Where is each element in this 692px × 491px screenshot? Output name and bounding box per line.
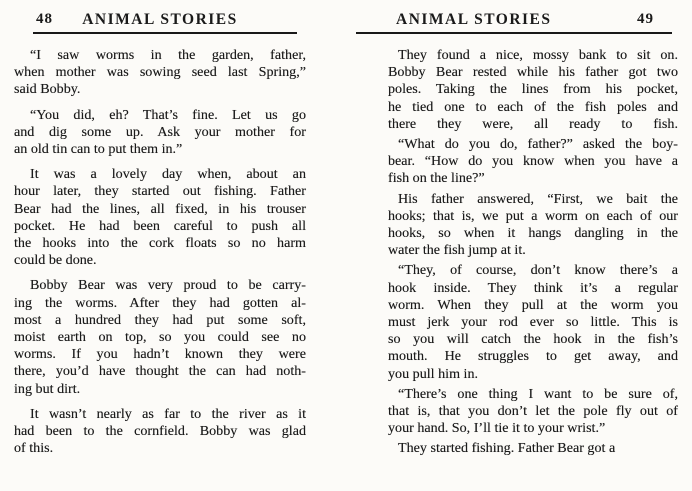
paragraph [388,47,678,133]
page-number-right: 49 [637,11,654,27]
text-line: water the fish jump at it. [388,242,526,259]
text-line: Bear had the lines, all fixed, in his trouser [14,200,306,217]
text-line: the hooks into the cork floats so no harm [14,235,306,252]
paragraph [14,107,306,159]
paragraph [388,191,678,260]
paragraph [14,166,306,269]
text-line: hooks; that is, we put a worm on each of our [388,207,678,224]
page-left [14,10,306,481]
text-line: had been to the cornfield. Bobby was glad [14,423,306,440]
text-line: most a hundred they had put some soft, [14,311,306,328]
text-line: “You did, eh? That’s fine. Let us go [30,106,306,123]
text-line: and dig some up. Ask your mother for [14,123,306,140]
text-line: pocket. He had been careful to push all [14,217,306,234]
text-line: They found a nice, mossy bank to sit on. [398,47,678,63]
text-line: “There’s one thing I want to be sure of, [398,385,678,402]
header-rule-right [356,32,672,34]
text-line: mouth. He struggles to get away, and [388,348,678,365]
text-line: worm. When they pull at the worm you [388,296,678,313]
text-line: you pull him in. [388,365,479,382]
text-line: he tied one to each of the fish poles and [388,98,678,115]
text-line: ing the worms. After they had gotten al- [14,294,306,311]
text-line: that is, that you don’t let the pole fly out of [388,403,678,420]
text-line: It wasn’t nearly as far to the river as it [30,405,306,422]
paragraph [14,406,306,458]
text-line: moist earth on top, so you could see no [14,329,306,346]
text-line: His father answered, “First, we bait the [398,190,678,207]
page-body-left [14,47,306,457]
text-line: Bobby Bear rested while his father got two [388,64,678,81]
running-title-right: ANIMAL STORIES [396,11,552,28]
text-line: poles. Taking the lines from his pocket, [388,81,678,98]
text-line: bear. “How do you know when you have a [388,153,678,170]
text-line: They started fishing. Father Bear got a [398,440,616,457]
text-line: “They, of course, don’t know there’s a [398,262,678,279]
text-line: hooks, so when it hangs dangling in the [388,225,678,242]
paragraph [388,440,678,457]
text-line: there, you’d have thought the can had noth- [14,363,306,380]
header-rule-left [33,32,297,34]
paragraph [388,386,678,438]
text-line: said Bobby. [14,81,81,98]
text-line: fish on the line?” [388,170,485,187]
text-line: your hand. So, I’ll tie it to your wrist.” [388,420,606,437]
text-line: an old tin can to put them in.” [14,141,183,158]
page-right [388,10,678,481]
text-line: must jerk your rod ever so little. This is [388,314,678,331]
text-line: “I saw worms in the garden, father, [30,47,306,63]
page-body-right [388,47,678,458]
text-line: when mother was sowing seed last Spring,” [14,64,306,81]
text-line: ing but dirt. [14,380,81,397]
text-line: could be done. [14,252,97,269]
text-line: hook inside. They think it’s a regular [388,279,678,296]
paragraph [14,277,306,397]
text-line: of this. [14,440,54,457]
running-title-left: ANIMAL STORIES [82,11,238,28]
page-number-left: 48 [36,11,53,27]
paragraph [388,136,678,188]
paragraph [14,47,306,99]
text-line: hour later, they started out fishing. Father [14,183,306,200]
text-line: there they were, all ready to fish. [388,115,678,132]
text-line: Bobby Bear was very proud to be carry- [30,277,306,294]
text-line: so you will catch the hook in the fish’s [388,331,678,348]
text-line: It was a lovely day when, about an [30,166,306,183]
text-line: worms. If you hadn’t known they were [14,346,306,363]
paragraph [388,262,678,382]
text-line: “What do you do, father?” asked the boy- [398,136,678,153]
